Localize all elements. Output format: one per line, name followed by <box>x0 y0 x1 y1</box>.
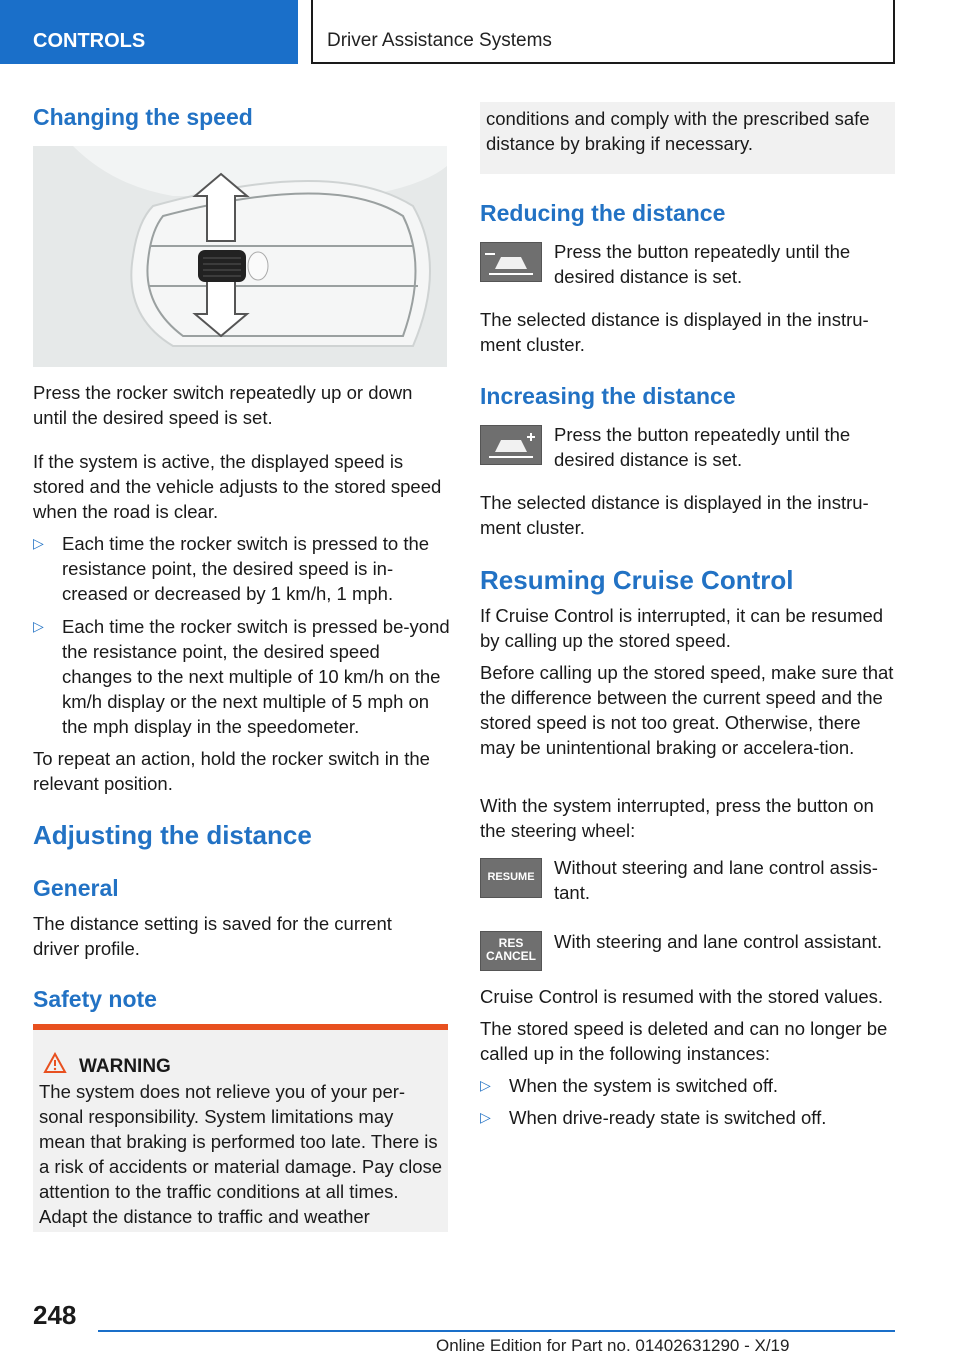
steering-wheel-illustration <box>33 146 447 367</box>
warning-box-continued <box>480 102 895 174</box>
heading-increasing-distance: Increasing the distance <box>480 383 736 409</box>
warning-text: The system does not relieve you of your per-sonal responsibility. System limitations may mean that braking is performed too late. There is a risk of accidents or material damage. Pay close attention to the traffic conditions at all times. Adapt the distance to traffic and weather <box>39 1081 443 1227</box>
paragraph: Press the rocker switch repeatedly up or down until the desired speed is set. <box>33 382 413 428</box>
section-tab <box>0 0 298 64</box>
paragraph: The selected distance is displayed in the instru-ment cluster. <box>480 492 869 538</box>
paragraph: The stored speed is deleted and can no longer be called up in the following instances: <box>480 1018 888 1064</box>
resume-description: Without steering and lane control assis-tant. <box>554 857 878 903</box>
bullet-triangle-icon: ▷ <box>480 1109 491 1125</box>
paragraph: The distance setting is saved for the current driver profile. <box>33 913 392 959</box>
heading-general: General <box>33 875 119 901</box>
reduce-instruction: Press the button repeatedly until the desired distance is set. <box>554 241 851 287</box>
paragraph: With the system interrupted, press the button on the steering wheel: <box>480 795 874 841</box>
chapter-title: Driver Assistance Systems <box>327 30 552 51</box>
edition-text: Online Edition for Part no. 01402631290 - X/19 <box>436 1336 790 1355</box>
heading-safety-note: Safety note <box>33 986 157 1012</box>
bullet-triangle-icon: ▷ <box>33 618 44 634</box>
distance-increase-icon <box>480 425 542 465</box>
warning-title: WARNING <box>79 1056 171 1077</box>
page-number: 248 <box>33 1300 77 1330</box>
paragraph: To repeat an action, hold the rocker switch in the relevant position. <box>33 748 430 794</box>
warning-box <box>33 1024 448 1232</box>
rocker-switch-image <box>33 146 447 367</box>
bullet-triangle-icon: ▷ <box>480 1077 491 1093</box>
warning-triangle-icon <box>43 1052 67 1074</box>
res-cancel-button-icon: RES CANCEL <box>480 931 542 971</box>
warning-text-continued: conditions and comply with the prescribed safe distance by braking if necessary. <box>486 108 870 154</box>
increase-instruction: Press the button repeatedly until the desired distance is set. <box>554 424 851 470</box>
res-cancel-description: With steering and lane control assistant. <box>554 931 883 952</box>
chapter-tab <box>311 0 895 64</box>
resume-button-icon: RESUME <box>480 858 542 898</box>
footer-divider <box>98 1330 895 1332</box>
paragraph: Before calling up the stored speed, make sure that the difference between the current speed and the stored speed is not too great. Otherwise, there may be unintentional braking or accelera-tion. <box>480 662 894 758</box>
distance-decrease-icon <box>480 242 542 282</box>
paragraph: If the system is active, the displayed speed is stored and the vehicle adjusts to the stored speed when the road is clear. <box>33 451 442 522</box>
heading-resuming-cruise-control: Resuming Cruise Control <box>480 565 794 595</box>
section-title: CONTROLS <box>33 30 146 52</box>
heading-adjusting-distance: Adjusting the distance <box>33 820 312 850</box>
heading-changing-speed: Changing the speed <box>33 104 253 130</box>
paragraph: Cruise Control is resumed with the stored values. <box>480 986 884 1007</box>
paragraph: The selected distance is displayed in the instru-ment cluster. <box>480 309 869 355</box>
heading-reducing-distance: Reducing the distance <box>480 200 726 226</box>
paragraph: If Cruise Control is interrupted, it can be resumed by calling up the stored speed. <box>480 605 884 651</box>
bullet-triangle-icon: ▷ <box>33 535 44 551</box>
